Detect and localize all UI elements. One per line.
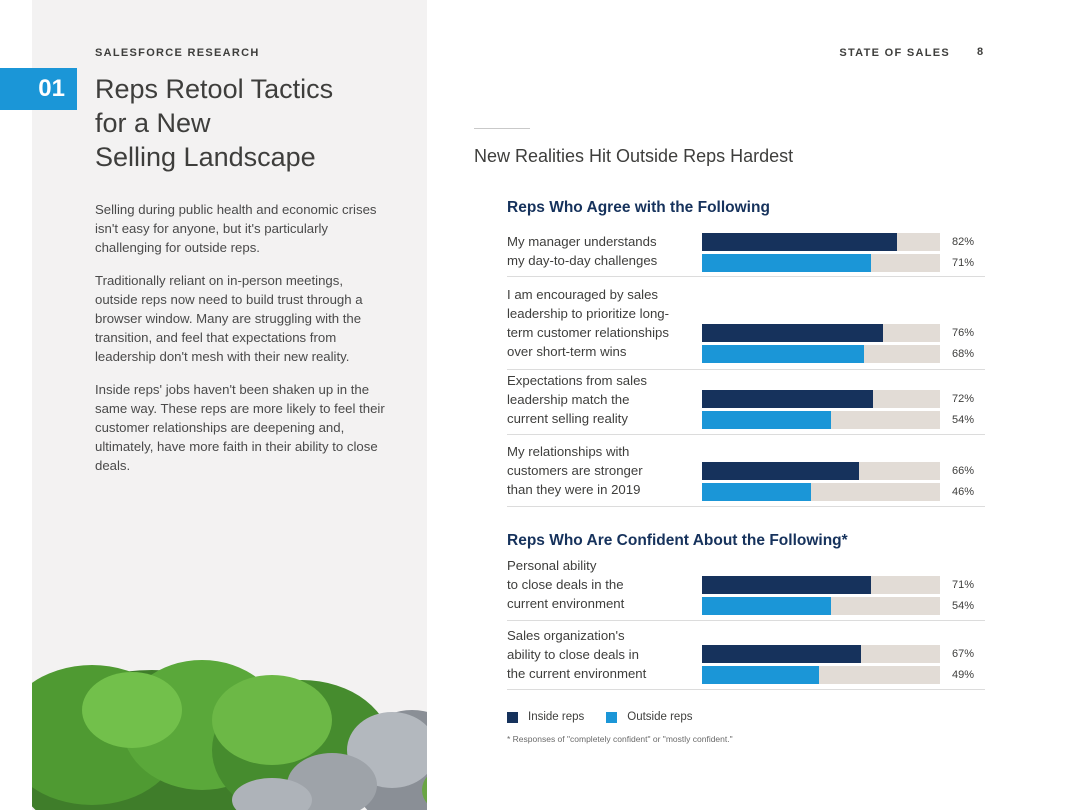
value-label-inside: 82% [952,236,975,248]
value-label-outside: 71% [952,257,975,269]
legend [507,711,714,723]
bar-track-outside [702,411,940,429]
title-line: Selling Landscape [95,142,316,172]
bar-outside [702,666,819,684]
chart-row [507,626,985,690]
footnote: * Responses of "completely confident" or "mostly confident." [507,734,733,744]
bar-inside [702,233,897,251]
title-line: Reps Retool Tactics [95,74,334,104]
value-label-outside: 54% [952,414,975,426]
chart-row [507,284,985,370]
bar-inside [702,462,859,480]
value-label-inside: 76% [952,327,975,339]
bar-inside [702,390,873,408]
brand-label: SALESFORCE RESEARCH [95,47,260,59]
bar-outside [702,483,811,501]
bar-track-outside [702,483,940,501]
bar-track-inside [702,324,940,342]
page-title [95,72,415,174]
row-label: My manager understands my day-to-day challenges [507,234,658,268]
bar-track-outside [702,597,940,615]
page-number: 8 [977,46,984,58]
bar-outside [702,345,864,363]
value-label-outside: 68% [952,348,975,360]
bar-track-inside [702,233,940,251]
chart-title: New Realities Hit Outside Reps Hardest [474,146,794,166]
body-paragraph: Selling during public health and economic crises isn't easy for anyone, but it's particularly challenging for outside reps. [95,202,377,255]
legend-swatch-inside [507,712,518,723]
title-line: for a New [95,108,211,138]
bar-track-outside [702,254,940,272]
value-label-inside: 72% [952,393,975,405]
bar-outside [702,254,871,272]
row-label: Personal ability to close deals in the current environment [507,558,625,611]
bar-track-inside [702,462,940,480]
bar-track-inside [702,390,940,408]
value-label-outside: 49% [952,669,975,681]
bar-track-outside [702,345,940,363]
body-paragraph: Inside reps' jobs haven't been shaken up in the same way. These reps are more likely to feel their customer relationships are deepening and, ultimately, have more faith in their ability to close deals. [95,382,385,473]
section-heading: Reps Who Agree with the Following [507,199,770,216]
bar-inside [702,645,861,663]
legend-swatch-outside [606,712,617,723]
bar-inside [702,324,883,342]
value-label-outside: 54% [952,600,975,612]
bar-outside [702,597,831,615]
bar-track-inside [702,645,940,663]
body-text [95,200,385,489]
value-label-outside: 46% [952,486,975,498]
body-paragraph: Traditionally reliant on in-person meetings, outside reps now need to build trust through a browser window. Many are struggling with the transition, and feel that expectations from leadership don't mesh with their new reality. [95,273,363,364]
running-head: STATE OF SALES [839,47,950,59]
bushes-illustration [32,640,427,810]
bar-outside [702,411,831,429]
value-label-inside: 66% [952,465,975,477]
value-label-inside: 67% [952,648,975,660]
row-label: Expectations from sales leadership match the current selling reality [507,373,647,426]
chart-row [507,556,985,621]
chapter-number: 01 [0,68,77,110]
value-label-inside: 71% [952,579,975,591]
chart-row [507,371,985,435]
bar-track-outside [702,666,940,684]
section-heading: Reps Who Are Confident About the Following* [507,532,848,549]
bar-inside [702,576,871,594]
row-label: My relationships with customers are stronger than they were in 2019 [507,444,643,497]
chart-row [507,442,985,507]
chart-row [507,229,985,277]
row-label: Sales organization's ability to close deals in the current environment [507,628,647,681]
legend-label-outside: Outside reps [627,711,693,723]
bar-track-inside [702,576,940,594]
row-label: I am encouraged by sales leadership to prioritize long- term customer relationships over short-term wins [507,287,669,359]
legend-label-inside: Inside reps [528,711,585,723]
divider [474,128,530,129]
